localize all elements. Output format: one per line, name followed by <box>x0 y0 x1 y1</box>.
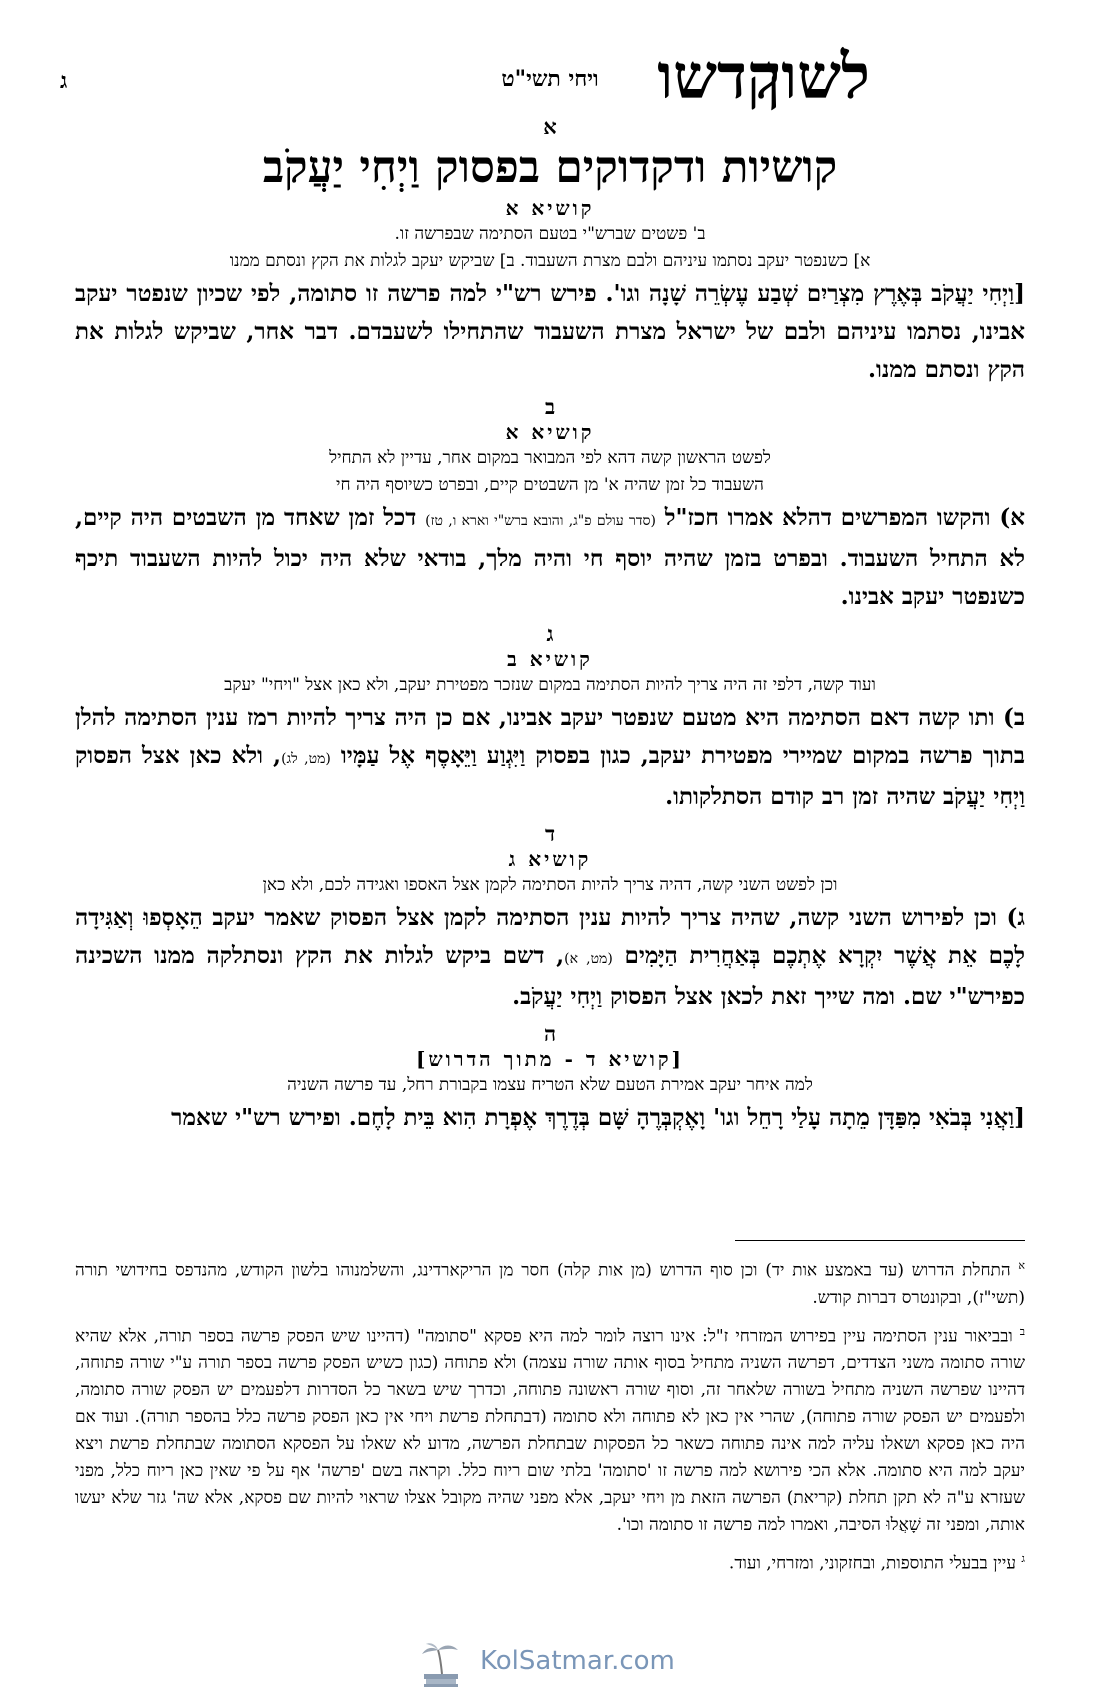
section-letter: ב <box>544 394 556 419</box>
summary-line: א] כשנפטר יעקב נסתמו עיניהם ולבם מצרת השעבוד. ב] שביקש יעקב לגלות את הקץ ונסתם ממנו <box>229 251 871 271</box>
question-title: קושיא ג <box>508 847 592 871</box>
body-paragraph <box>75 899 1025 1016</box>
section-letter: א <box>543 114 557 139</box>
citation: (מט, לג) <box>281 751 331 767</box>
section-h <box>75 1022 1025 1137</box>
section-letter: ה <box>543 1021 557 1046</box>
watermark-domain: .com <box>611 1646 675 1676</box>
question-title: קושיא א <box>505 420 595 444</box>
footnote-2 <box>75 1318 1025 1540</box>
footnote-text: התחלת הדרוש (עד באמצע אות יד) וכן סוף הדרוש (מן אות קלה) חסר מן הריקארדינג, והשלמנוהו בלשון הקודש, מהנדפס בחידושי תורה (תשי"ז), ובקונטרס דברות קודש. <box>75 1260 1025 1308</box>
main-content <box>75 115 1025 1137</box>
footnote-3 <box>75 1545 1025 1578</box>
footnotes <box>75 1252 1025 1584</box>
footnote-text: עיין בבעלי התוספות, ובחזקוני, ומזרחי, ועוד. <box>728 1553 1016 1574</box>
footnote-text: ובביאור ענין הסתימה עיין בפירוש המזרחי ז"ל: אינו רוצה לומר למה היא פסקא "סתומה" (דהיינו שיש הפסק פרשה בספר תורה, אלא שהיא שורה סתומה משני הצדדים, דפרשה השניה מתחיל בסוף אותה שורה עצמה) ולא פתוחה (כגון כשיש הפסק פרשה בספר תורה ע"י שורה פתוחה, דהיינו שפרשה השניה מתחיל בשורה שלאחר זה, וסוף שורה ראשונה פתוחה, וכדרך שיש בשאר כל הסדרות דלפעמים יש הפסק שורה סתומה, ולפעמים יש הפסק שורה פתוחה), שהרי אין כאן לא פתוחה ולא סתומה (דבתחלת פרשת ויחי אין כאן הפסק פרשה כלל בהספר תורה). ועוד אם היה כאן פסקא ושאלו עליה למה אינה פתוחה כשאר כל הפסקות שבתחלת הפרשה, מדוע לא שאלו על הפסקא הסתומה שבתחלת פרשת ויצא יעקב למה היא סתומה. אלא הכי פירושא למה פרשה זו 'סתומה' בלתי שום ריוח כלל. וקראה בשם 'פרשה' אף על פי שאין כאן ריוח כלל, מפני שעזרא ע"ה לא תקן תחלת (קריאת) הפרשה הזאת מן ויחי יעקב, אלא מפני שהיה מקובל אצלו שראוי להיות שם פסקא, אלא שה' גזר שלא יעשו אותה, ומפני זה שָׁאֲלוּ הסיבה, ואמרו למה פרשה זו סתומה וכו'. <box>75 1326 1025 1536</box>
page-number: ג <box>60 68 68 94</box>
body-text-pre: ג) וכן לפירוש השני קשה, שהיה צריך להיות ענין הסתימה לקמן אצל הפסוק שאמר יעקב הֵאָסְפוּ וְאַגִּידָה לָכֶם אֵת אֲשֶׁר יִקְרָא אֶתְכֶם בְּאַחֲרִית הַיָּמִים <box>75 904 1025 969</box>
question-title: [קושיא ד - מתוך הדרוש] <box>416 1047 684 1071</box>
body-text-post: , דשם ביקש לגלות את הקץ ונסתלקה ממנו השכינה כפירש"י שם. ומה שייך זאת לכאן אצל הפסוק וַיְחִי יַעֲקֹב. <box>75 942 1025 1010</box>
citation: (סדר עולם פ"ג, והובא ברש"י וארא ו, טז) <box>425 513 656 529</box>
page-header <box>0 40 1100 113</box>
citation: (מט, א) <box>564 951 613 967</box>
footnote-divider <box>735 1240 1025 1241</box>
section-b <box>75 395 1025 616</box>
summary-line: למה איחר יעקב אמירת הטעם שלא הטריח עצמו בקבורת רחל, עד פרשה השניה <box>287 1075 813 1095</box>
question-title: קושיא ב <box>507 647 593 671</box>
summary-line: לפשט הראשון קשה דהא לפי המבואר במקום אחר, עדיין לא התחיל <box>329 448 771 468</box>
section-letter: ג <box>546 621 554 646</box>
section-letter: ד <box>544 821 556 846</box>
question-title: קושיא א <box>505 196 595 220</box>
header-lashon: לשון <box>765 40 870 113</box>
body-paragraph: [וַיְחִי יַעֲקֹב בְּאֶרֶץ מִצְרַיִם שְׁבַע עֶשְׂרֵה שָׁנָה וגו'. פירש רש"י למה פרשה זו סתומה, לפי שכיון שנפטר יעקב אבינו, נסתמו עיניהם ולבם של ישראל מצרת השעבוד שהתחילו לשעבדם. דבר אחר, שביקש לגלות את הקץ ונסתם ממנו. <box>75 280 1025 383</box>
summary-line: ועוד קשה, דלפי זה היה צריך להיות הסתימה במקום שנזכר מפטירת יעקב, ולא כאן אצל "ויחי" יעקב <box>224 675 876 695</box>
palm-tree-books-logo-icon <box>418 1640 464 1688</box>
body-text-pre: א) והקשו המפרשים דהלא אמרו חכז"ל <box>664 504 1025 531</box>
footnote-mark: א <box>1018 1259 1025 1272</box>
body-paragraph <box>75 499 1025 616</box>
watermark-main: KolSatmar <box>480 1646 612 1676</box>
main-title: קושיות ודקדוקים בפסוק וַיְחִי יַעֲקֹב <box>262 142 838 193</box>
section-d <box>75 822 1025 1016</box>
body-paragraph: [וַאֲנִי בְּבֹאִי מִפַּדָּן מֵתָה עָלַי רָחֵל וגו' וָאֶקְבְּרֶהָ שָּׁם בְּדֶרֶךְ אֶפְרָת הִוא בֵּית לָחֶם. ופירש רש"י שאמר <box>171 1104 1025 1131</box>
footnote-1 <box>75 1252 1025 1312</box>
body-text-post: דכל זמן שאחד מן השבטים היה קיים, לא התחיל השעבוד. ובפרט בזמן שהיה יוסף חי והיה מלך, בודאי שלא היה יכול להיות השעבוד תיכף כשנפטר יעקב אבינו. <box>75 504 1025 610</box>
footnote-mark: ב <box>1019 1324 1025 1338</box>
section-g <box>75 622 1025 816</box>
section-a <box>75 115 1025 389</box>
summary-line: ב' פשטים שברש"י בטעם הסתימה שבפרשה זו. <box>394 224 706 244</box>
watermark <box>0 1640 1100 1690</box>
summary-line: השעבוד כל זמן שהיה א' מן השבטים קיים, ובפרט כשיוסף היה חי <box>336 475 764 495</box>
header-kodesh: קדשו <box>657 40 780 113</box>
summary-line: וכן לפשט השני קשה, דהיה צריך להיות הסתימה לקמן אצל האספו ואגידה לכם, ולא כאן <box>262 875 838 895</box>
body-text-post: , ולא כאן אצל הפסוק וַיְחִי יַעֲקֹב שהיה זמן רב קודם הסתלקותו. <box>75 742 1025 810</box>
body-text-pre: ב) ותו קשה דאם הסתימה היא מטעם שנפטר יעקב אבינו, אם כן היה צריך להיות רמז ענין הסתימה להלן בתוך פרשה במקום שמיירי מפטירת יעקב, כגון בפסוק וַיִּגְוַע וַיֵּאָסֶף אֶל עַמָּיו <box>75 704 1026 769</box>
body-paragraph <box>75 699 1025 816</box>
header-parsha: ויחי תשי"ט <box>501 66 599 92</box>
footnote-mark: ג <box>1021 1552 1025 1566</box>
watermark-text <box>480 1646 675 1676</box>
